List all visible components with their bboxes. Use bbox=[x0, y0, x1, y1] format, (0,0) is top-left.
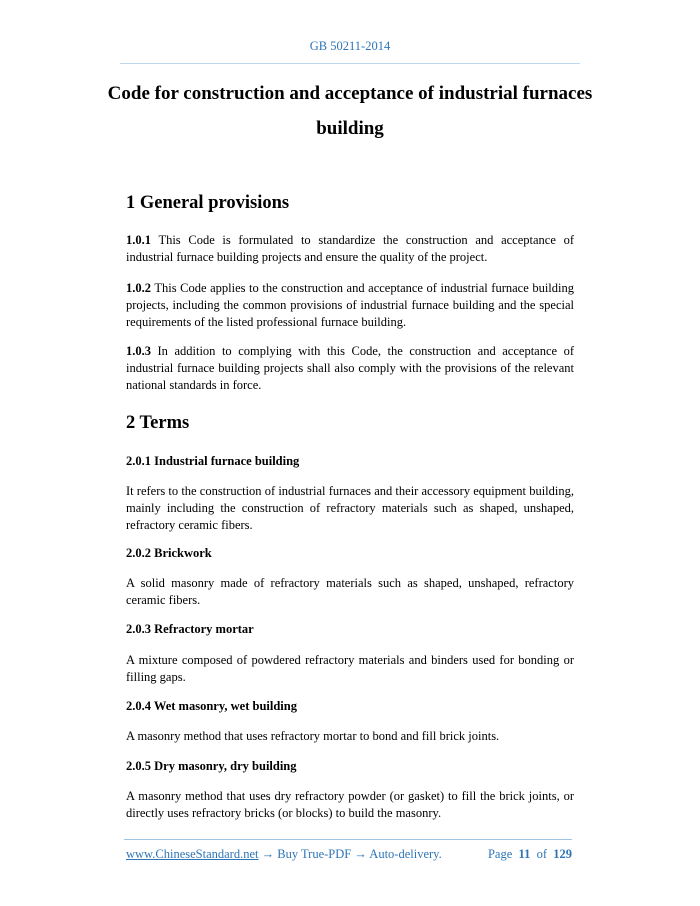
term-definition: It refers to the construction of industrial furnaces and their accessory equipment building, mainly including the construction of refractory materials such as shaped, unshaped, refractory ceramic fibers. bbox=[126, 484, 574, 532]
document-title-line1: Code for construction and acceptance of industrial furnaces bbox=[107, 83, 593, 104]
term-definition: A mixture composed of powdered refractory materials and binders used for bonding or filling gaps. bbox=[126, 653, 574, 684]
term-heading: 2.0.1 Industrial furnace building bbox=[126, 454, 300, 468]
term-heading: 2.0.3 Refractory mortar bbox=[126, 622, 254, 636]
page-indicator: Page 11 of 129 bbox=[487, 847, 572, 861]
section-heading-terms: 2 Terms bbox=[126, 413, 190, 433]
term-definition: A masonry method that uses dry refractory powder (or gasket) to fill the brick joints, or directly uses refractory bricks (or blocks) to build the masonry. bbox=[126, 789, 574, 820]
total-pages: 129 bbox=[553, 847, 572, 861]
term-heading: 2.0.2 Brickwork bbox=[126, 546, 212, 560]
page-footer bbox=[126, 847, 572, 862]
term-definition: A solid masonry made of refractory materials such as shaped, unshaped, refractory ceramic fibers. bbox=[126, 576, 574, 607]
term-definition: A masonry method that uses refractory mortar to bond and fill brick joints. bbox=[126, 729, 500, 743]
website-link[interactable]: www.ChineseStandard.net bbox=[126, 847, 259, 861]
clause-1-0-2: 1.0.2 This Code applies to the construction and acceptance of industrial furnace building projects, including the common provisions of industrial furnace building and the special requirements of the listed professional furnace building. bbox=[126, 281, 574, 329]
document-title-line2: building bbox=[316, 118, 384, 139]
header-divider bbox=[120, 63, 580, 64]
clause-1-0-1: 1.0.1 This Code is formulated to standardize the construction and acceptance of industrial furnace building projects and ensure the quality of the project. bbox=[126, 233, 574, 264]
document-code-header: GB 50211-2014 bbox=[309, 39, 391, 53]
term-heading: 2.0.5 Dry masonry, dry building bbox=[126, 759, 297, 773]
footer-divider bbox=[124, 839, 572, 840]
footer-promo: www.ChineseStandard.net → Buy True-PDF → Auto-delivery. bbox=[126, 847, 442, 861]
section-heading-general-provisions: 1 General provisions bbox=[126, 193, 290, 213]
current-page: 11 bbox=[518, 847, 531, 861]
clause-1-0-3: 1.0.3 In addition to complying with this Code, the construction and acceptance of industrial furnace building projects shall also comply with the provisions of the relevant national standards in force. bbox=[126, 344, 574, 392]
term-heading: 2.0.4 Wet masonry, wet building bbox=[126, 699, 297, 713]
